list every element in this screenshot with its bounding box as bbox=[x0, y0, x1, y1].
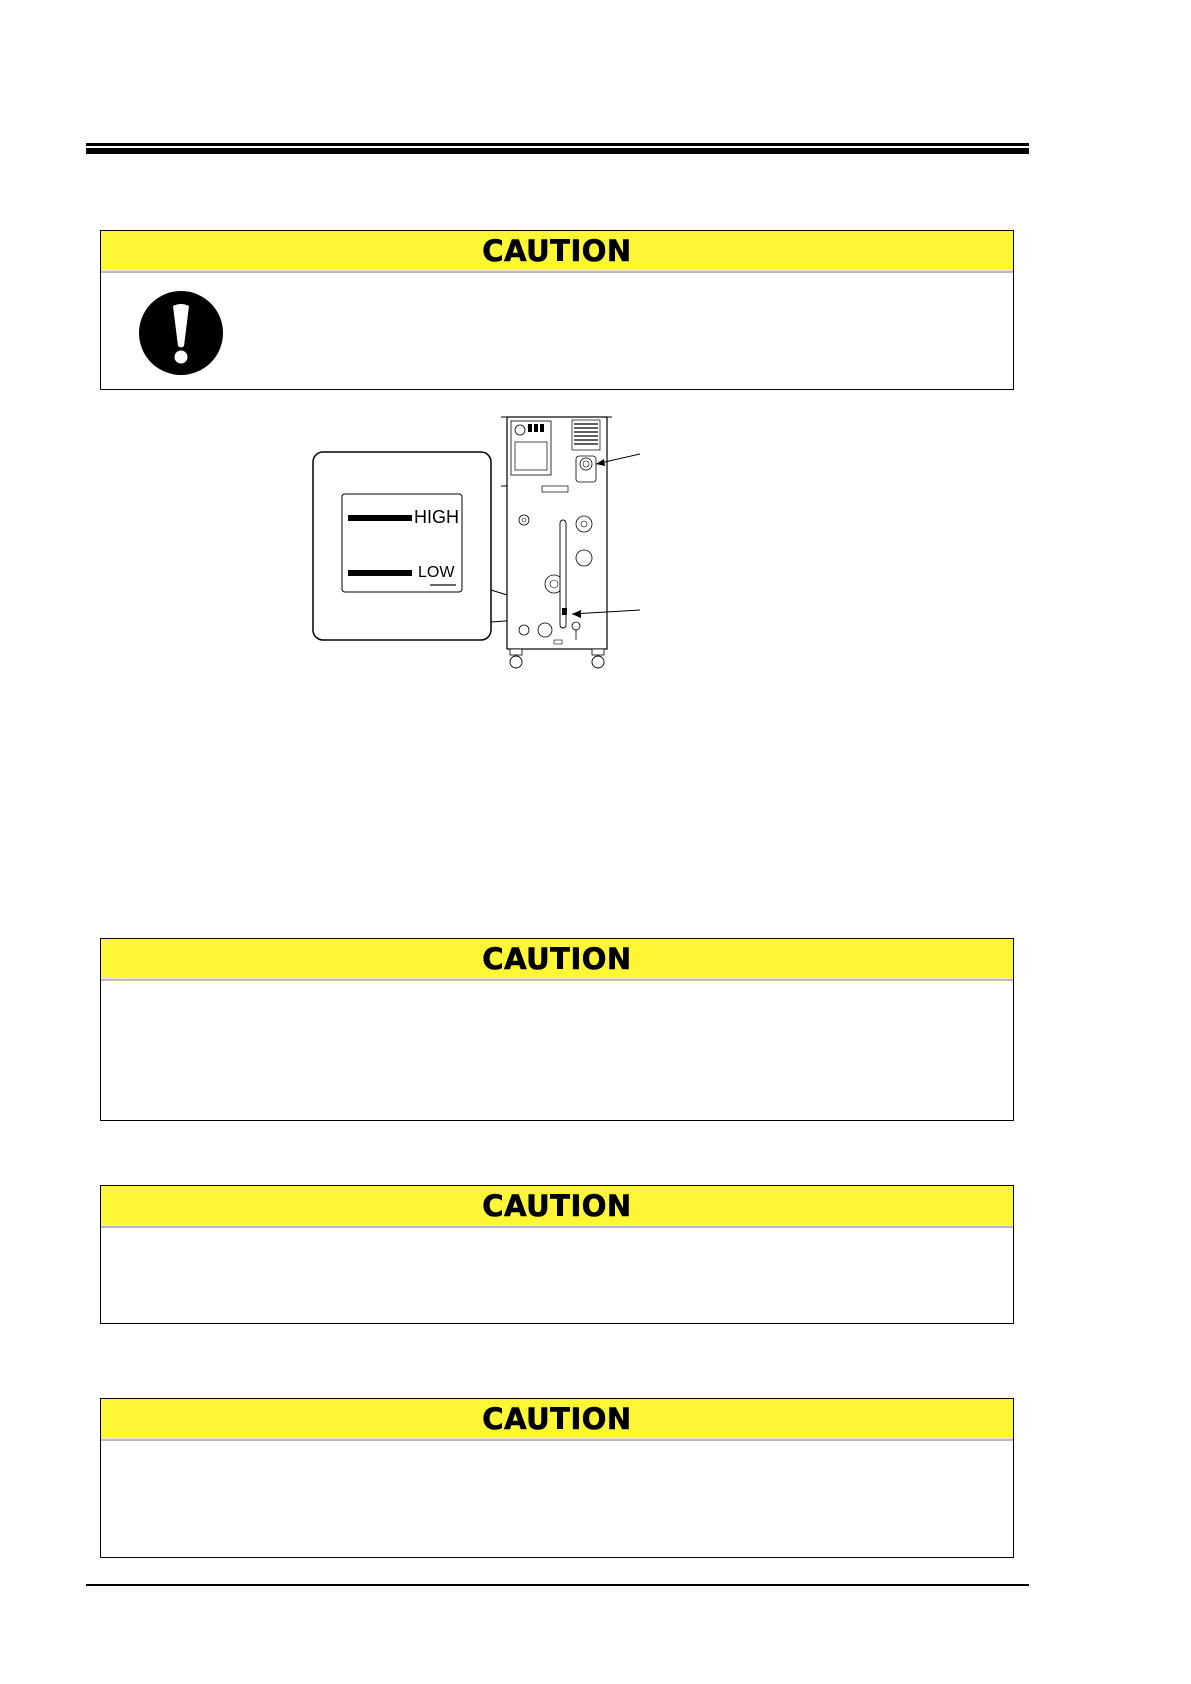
caution-box-4 bbox=[100, 1398, 1014, 1558]
caution-box-2 bbox=[100, 938, 1014, 1121]
low-level-mark bbox=[348, 570, 412, 576]
header-rule-thick bbox=[86, 148, 1029, 154]
caution-body bbox=[101, 1441, 1013, 1557]
mandatory-action-icon bbox=[138, 290, 224, 376]
gauge-mfr-mark bbox=[430, 584, 456, 586]
caution-header bbox=[101, 1186, 1013, 1228]
caution-title: CAUTION bbox=[482, 942, 632, 976]
footer-rule bbox=[86, 1584, 1029, 1586]
caution-body bbox=[101, 273, 1013, 389]
caution-body bbox=[101, 1228, 1013, 1323]
caution-header bbox=[101, 231, 1013, 273]
caution-title: CAUTION bbox=[482, 1402, 632, 1436]
caution-box-1 bbox=[100, 230, 1014, 390]
unit-rear-view-figure bbox=[310, 412, 650, 676]
caution-header bbox=[101, 1399, 1013, 1441]
header-rule-thin bbox=[86, 143, 1029, 146]
fill-port bbox=[576, 456, 596, 482]
vent-grille bbox=[572, 420, 600, 450]
low-level-label: LOW bbox=[418, 564, 455, 581]
caution-header bbox=[101, 939, 1013, 981]
caution-title: CAUTION bbox=[482, 1189, 632, 1223]
high-level-label: HIGH bbox=[414, 507, 459, 527]
high-level-mark bbox=[348, 515, 412, 521]
caution-body bbox=[101, 981, 1013, 1120]
caution-title: CAUTION bbox=[482, 234, 632, 268]
caution-box-3 bbox=[100, 1185, 1014, 1324]
